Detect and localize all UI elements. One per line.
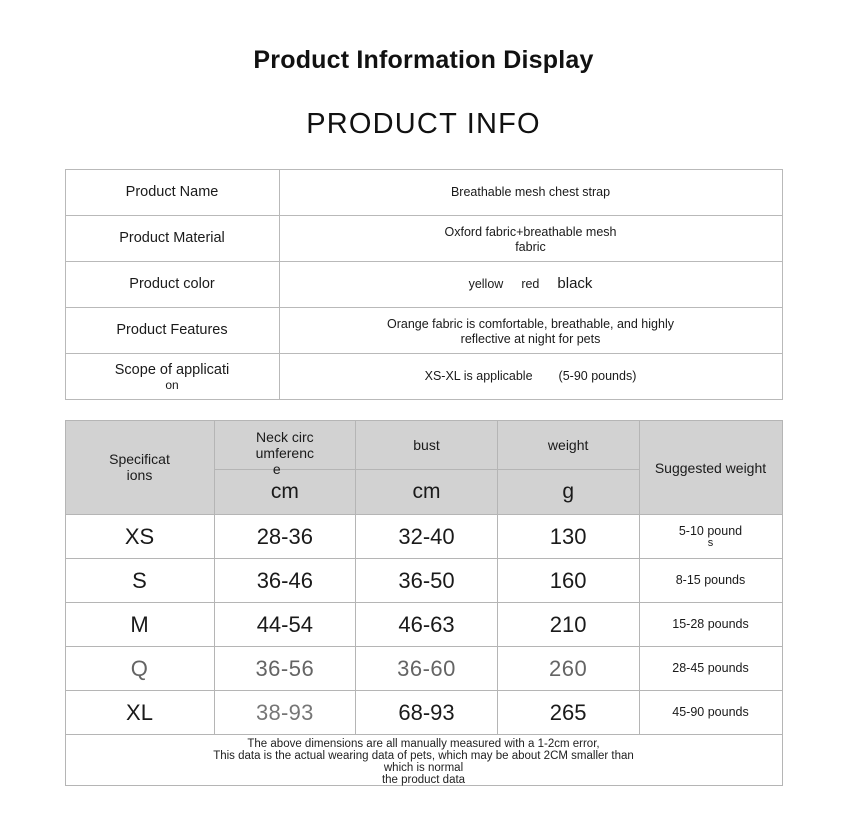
table-row bbox=[65, 354, 782, 400]
neck-l: 36-56 bbox=[214, 647, 356, 691]
size-l: Q bbox=[65, 647, 214, 691]
table-row bbox=[65, 559, 782, 603]
bust-xs: 32-40 bbox=[356, 515, 498, 559]
bust-m: 46-63 bbox=[356, 603, 498, 647]
neck-xl: 38-93 bbox=[214, 691, 356, 735]
size-chart-table bbox=[65, 420, 783, 786]
suggested-s: 8-15 pounds bbox=[639, 559, 782, 603]
size-xs: XS bbox=[65, 515, 214, 559]
weight-l: 260 bbox=[497, 647, 639, 691]
header-weight: weight bbox=[497, 421, 639, 470]
product-info-table bbox=[65, 169, 783, 400]
header-specifications bbox=[65, 421, 214, 515]
header-bust: bust bbox=[356, 421, 498, 470]
info-label-product-color: Product color bbox=[65, 262, 279, 308]
weight-m: 210 bbox=[497, 603, 639, 647]
table-row bbox=[65, 262, 782, 308]
measurement-note bbox=[65, 735, 782, 786]
suggested-xs bbox=[639, 515, 782, 559]
features-line-1: Orange fabric is comfortable, breathable, and highly bbox=[387, 316, 674, 331]
info-label-product-material: Product Material bbox=[65, 216, 279, 262]
material-line-1: Oxford fabric+breathable mesh bbox=[444, 224, 617, 239]
note-line-4: the product data bbox=[381, 774, 466, 786]
neck-m: 44-54 bbox=[214, 603, 356, 647]
table-row bbox=[65, 647, 782, 691]
note-line-1: The above dimensions are all manually measured with a 1-2cm error, bbox=[247, 738, 600, 750]
neck-s: 36-46 bbox=[214, 559, 356, 603]
header-spec-line-1: Specificat bbox=[109, 451, 170, 468]
info-value-product-color bbox=[279, 262, 782, 308]
suggested-l: 28-45 pounds bbox=[639, 647, 782, 691]
table-row bbox=[65, 691, 782, 735]
info-value-product-features bbox=[279, 308, 782, 354]
scope-line-1: Scope of applicati bbox=[114, 362, 230, 379]
suggested-xs-line-1: 5-10 pound bbox=[678, 523, 743, 538]
header-neck-line-3: e bbox=[272, 461, 281, 478]
scope-value-2: (5-90 pounds) bbox=[558, 369, 637, 384]
color-red: red bbox=[521, 277, 540, 292]
header-suggested-weight: Suggested weight bbox=[639, 421, 782, 515]
color-black: black bbox=[557, 275, 593, 293]
size-s: S bbox=[65, 559, 214, 603]
note-stack bbox=[66, 735, 782, 785]
header-neck-line-2: umferenc bbox=[255, 445, 314, 461]
table-row bbox=[65, 308, 782, 354]
info-label-product-name: Product Name bbox=[65, 170, 279, 216]
table-row-note bbox=[65, 735, 782, 786]
note-line-2: This data is the actual wearing data of pets, which may be about 2CM smaller than bbox=[213, 750, 634, 762]
table-row bbox=[65, 216, 782, 262]
bust-l: 36-60 bbox=[356, 647, 498, 691]
neck-xs: 28-36 bbox=[214, 515, 356, 559]
color-options bbox=[469, 274, 593, 294]
table-row bbox=[65, 170, 782, 216]
info-value-product-material bbox=[279, 216, 782, 262]
features-line-2: reflective at night for pets bbox=[460, 331, 601, 346]
scope-value-1: XS-XL is applicable bbox=[424, 369, 533, 384]
header-neck-line-1: Neck circ bbox=[256, 428, 314, 445]
unit-weight: g bbox=[497, 470, 639, 515]
suggested-m: 15-28 pounds bbox=[639, 603, 782, 647]
section-title: PRODUCT INFO bbox=[306, 108, 541, 140]
weight-s: 160 bbox=[497, 559, 639, 603]
header-neck-circumference bbox=[214, 421, 356, 478]
note-line-3: which is normal bbox=[383, 762, 464, 774]
size-xl: XL bbox=[65, 691, 214, 735]
suggested-xs-line-2: s bbox=[707, 537, 714, 550]
bust-xl: 68-93 bbox=[356, 691, 498, 735]
table-row bbox=[65, 515, 782, 559]
size-table-header-row bbox=[65, 421, 782, 470]
table-row bbox=[65, 603, 782, 647]
page-title: Product Information Display bbox=[253, 46, 594, 74]
material-line-2: fabric bbox=[515, 239, 546, 254]
info-label-product-features: Product Features bbox=[65, 308, 279, 354]
color-yellow: yellow bbox=[468, 277, 504, 292]
weight-xs: 130 bbox=[497, 515, 639, 559]
weight-xl: 265 bbox=[497, 691, 639, 735]
info-label-scope bbox=[65, 354, 279, 400]
scope-line-2: on bbox=[165, 378, 179, 393]
product-info-page bbox=[0, 46, 847, 830]
unit-neck: cm bbox=[214, 470, 356, 515]
info-value-product-name: Breathable mesh chest strap bbox=[279, 170, 782, 216]
bust-s: 36-50 bbox=[356, 559, 498, 603]
unit-bust: cm bbox=[356, 470, 498, 515]
size-m: M bbox=[65, 603, 214, 647]
header-spec-line-2: ions bbox=[126, 466, 153, 483]
info-value-scope bbox=[279, 354, 782, 400]
suggested-xl: 45-90 pounds bbox=[639, 691, 782, 735]
